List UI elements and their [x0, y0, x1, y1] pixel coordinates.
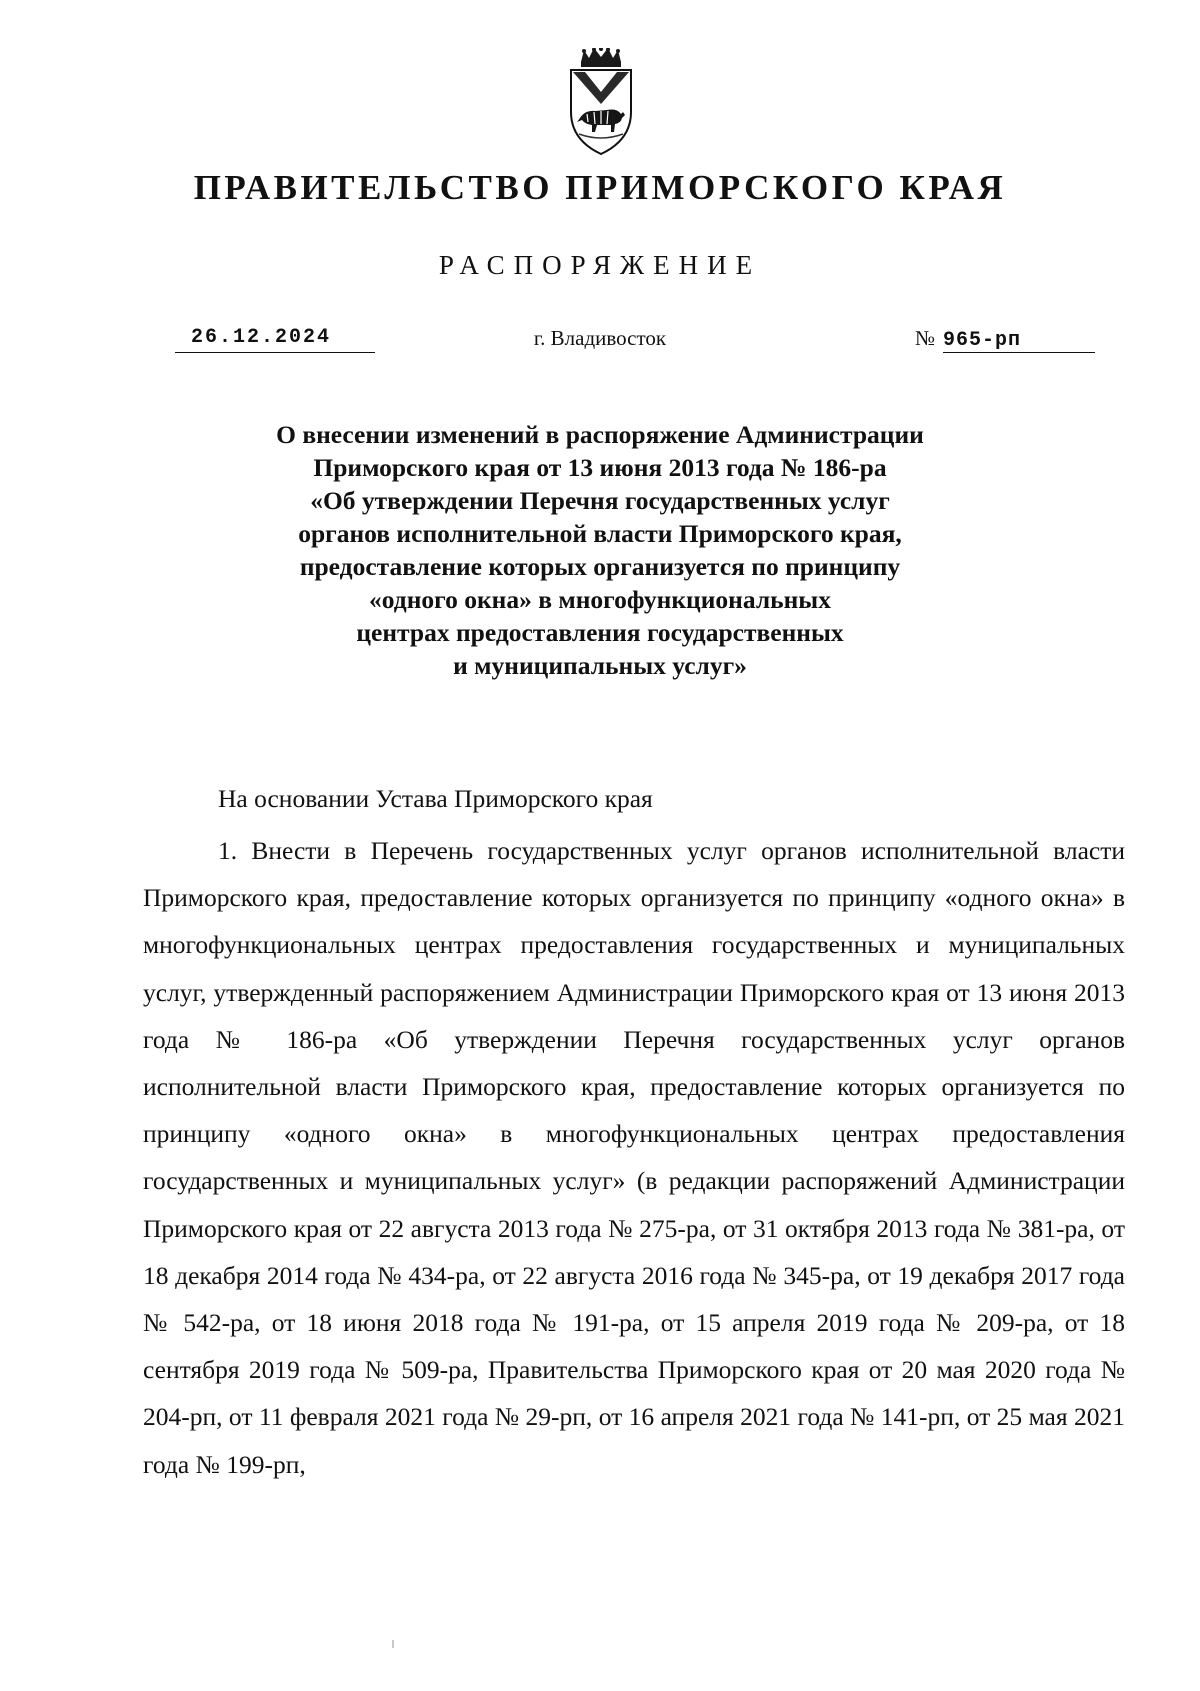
subject-line: Приморского края от 13 июня 2013 года № 186-ра	[313, 453, 887, 482]
basis-paragraph: На основании Устава Приморского края	[218, 784, 653, 813]
subject-line: органов исполнительной власти Приморского края,	[298, 519, 902, 548]
subject-line: «одного окна» в многофункциональных	[369, 585, 831, 614]
coat-of-arms-icon	[567, 48, 635, 158]
document-type: РАСПОРЯЖЕНИЕ	[438, 250, 762, 280]
subject-line: центрах предоставления государственных	[356, 618, 844, 647]
document-date-value: 26.12.2024	[191, 326, 332, 349]
document-date	[175, 326, 375, 353]
scan-artifact	[392, 1640, 394, 1648]
document-city: г. Владивосток	[533, 326, 667, 350]
government-title: ПРАВИТЕЛЬСТВО ПРИМОРСКОГО КРАЯ	[193, 168, 1007, 207]
item-1-paragraph: 1. Внести в Перечень государственных услуг органов исполнительной власти Приморского края, предоставление которых организуется по принципу «одного окна» в многофункциональных центрах предоставления государственных и муниципальных услуг, утвержденный распоряжением Администрации Приморского края от 13 июня 2013 года № 186-ра «Об утверждении Перечня государственных услуг органов исполнительной власти Приморского края, предоставление которых организуется по принципу «одного окна» в многофункциональных центрах предоставления государственных и муниципальных услуг» (в редакции распоряжений Администрации Приморского края от 22 августа 2013 года № 275-ра, от 31 октября 2013 года № 381-ра, от 18 декабря 2014 года № 434-ра, от 22 августа 2016 года № 345-ра, от 19 декабря 2017 года № 542-ра, от 18 июня 2018 года № 191-ра, от 15 апреля 2019 года № 209-ра, от 18 сентября 2019 года № 509-ра, Правительства Приморского края от 20 мая 2020 года № 204-рп, от 11 февраля 2021 года № 29-рп, от 16 апреля 2021 года № 141-рп, от 25 мая 2021 года № 199-рп,	[143, 836, 1125, 1479]
subject-line: О внесении изменений в распоряжение Администрации	[276, 420, 924, 449]
document-number	[915, 326, 1095, 353]
subject-line: «Об утверждении Перечня государственных услуг	[310, 486, 890, 515]
document-body	[143, 782, 1125, 1488]
subject-line: и муниципальных услуг»	[453, 651, 747, 680]
document-number-value: 965-рп	[943, 329, 1095, 353]
subject-line: предоставление которых организуется по принципу	[299, 552, 901, 581]
number-sign: №	[915, 326, 936, 350]
document-subject	[150, 418, 1050, 682]
